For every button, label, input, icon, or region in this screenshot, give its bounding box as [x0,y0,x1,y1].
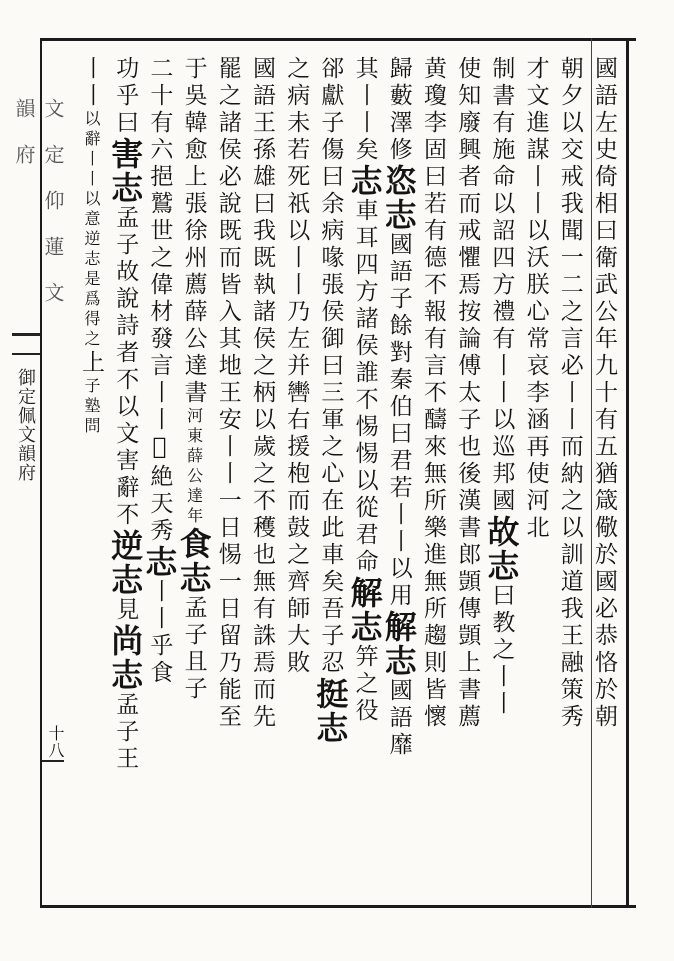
column-text: 朝夕以交戒我聞一二之言必丨丨而納之以訓道我王融策秀 [556,56,583,731]
column-text: 國語左史倚相曰衛武公年九十有五猶箴儆於國必恭恪於朝 [591,56,617,731]
fold-book-title: 御定佩文韻府 [15,368,36,482]
column-text: 才文進謀丨丨以沃朕心常哀李涵再使河北 [522,56,549,542]
column-text: 笄之役 [351,644,378,725]
fold-fishtail-mark [12,333,40,336]
column-text: 孟子故說詩者不以文害辭不 [112,205,139,529]
column-text: 使知廢興者而戒懼焉按論傅太子也後漢書郎顗傳顗上書薦 [454,56,481,731]
text-column [210,56,246,896]
annotation-text: 子塾問 [82,377,101,437]
column-text: 孟子王 [112,692,139,773]
text-column [73,56,109,896]
text-column [415,56,451,896]
column-text: 歸藪澤修 [385,56,412,164]
column-text: 國語靡 [385,678,412,759]
page-number: 十八 [46,725,65,759]
column-text: 丨丨 [78,56,104,110]
column-text: 車耳四方諸侯誰不惕惕以從君命 [351,198,378,576]
text-column [107,56,143,896]
fold-top-text: 文 定 仰 蓮 文 韻 府 [12,98,65,303]
headword: 解志 [379,610,418,678]
text-column [347,56,383,896]
column-text: 功乎曰 [112,56,139,137]
text-column [381,56,417,896]
column-text: 上 [78,350,104,377]
headword: 害志 [106,137,145,205]
frame-top-rule [40,38,636,41]
text-column [312,56,348,896]
frame-right-rule [626,38,629,908]
headword: 故志 [482,515,521,583]
annotation-text: 河東薛公達年 [184,407,204,527]
column-text: 曰教之丨丨 [488,583,515,718]
text-column [141,56,177,896]
headword: 挺志 [311,677,350,745]
headword: 解志 [345,576,384,644]
headword: 志 [345,164,384,198]
headword: 食志 [174,527,213,595]
column-text: 黄瓊李固曰若有德不報有言不醻來無所樂進無所趨則皆懷 [420,56,446,731]
column-text: 二十有六挹鷲世之偉材發言丨丨𥭁絶天秀 [146,56,173,545]
text-column [483,56,519,896]
column-text: 郤獻子傷曰余病喙張侯御曰三軍之心在此車矣吾子忍 [317,56,344,677]
column-text: 制書有施命以詔四方禮有丨丨以巡邦國 [488,56,515,515]
text-column [449,56,485,896]
headword: 恣志 [379,164,418,232]
text-column [518,56,554,896]
column-text: 國語王孫雄曰我既執諸侯之柄以歲之不穫也無有誅焉而先 [249,56,275,731]
text-column [278,56,314,896]
column-text: 之病未若死祇以丨丨乃左并轡右援枹而鼓之齊師大敗 [283,56,310,677]
text-column [176,56,212,896]
page-number-rule [42,760,64,762]
column-text: 丨丨乎食 [146,579,173,687]
headword: 逆志 [106,529,145,597]
headword: 尚志 [106,624,145,692]
column-text: 國語子餘對秦伯曰君若丨丨以用 [385,232,412,610]
column-text: 孟子且子 [180,595,207,703]
headword: 志 [140,545,179,579]
annotation-text: 以辭丨丨以意逆志是爲得之 [82,110,101,350]
column-text: 罷之諸侯必說既而皆入其地王安丨丨一日惕一日留乃能至 [214,56,241,731]
column-text: 于吳韓愈上張徐州薦薛公達書 [180,56,207,407]
text-column [586,56,622,896]
text-column [244,56,280,896]
column-text: 其丨丨矣 [351,56,378,164]
column-text: 見 [112,597,139,624]
text-column [552,56,588,896]
fold-fishtail-mark-2 [12,353,40,355]
frame-bottom-rule [40,905,636,908]
